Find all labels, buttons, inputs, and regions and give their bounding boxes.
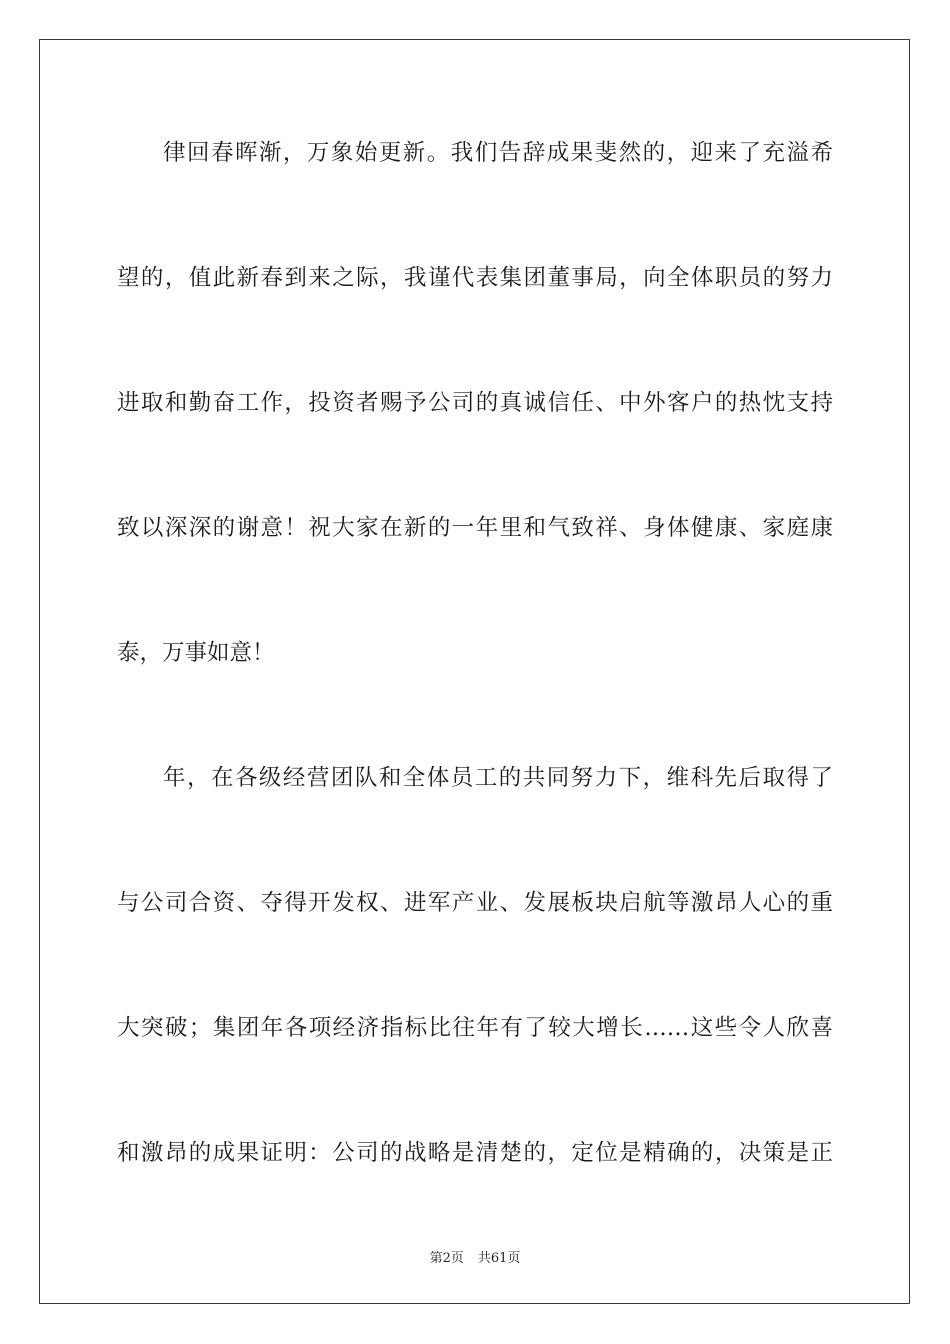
text-line: 年，在各级经营团队和全体员工的共同努力下，维科先后取得了 — [163, 765, 833, 791]
text-line: 致以深深的谢意！祝大家在新的一年里和气致祥、身体健康、家庭康 — [117, 515, 833, 541]
page-footer — [0, 1247, 950, 1266]
text-line: 和激昂的成果证明：公司的战略是清楚的，定位是精确的，决策是正 — [117, 1140, 833, 1166]
text-line: 大突破；集团年各项经济指标比往年有了较大增长……这些令人欣喜 — [117, 1015, 833, 1041]
text-line: 泰，万事如意！ — [117, 640, 275, 666]
page-number: 第2页 — [429, 1251, 464, 1266]
text-line: 进取和勤奋工作，投资者赐予公司的真诚信任、中外客户的热忱支持 — [117, 390, 833, 416]
document-body — [117, 128, 833, 1253]
text-line: 律回春晖渐，万象始更新。我们告辞成果斐然的，迎来了充溢希 — [163, 140, 833, 166]
text-line: 与公司合资、夺得开发权、进军产业、发展板块启航等激昂人心的重 — [117, 890, 833, 916]
paragraph-2 — [117, 753, 833, 1178]
text-line: 望的，值此新春到来之际，我谨代表集团董事局，向全体职员的努力 — [117, 265, 833, 291]
page-total: 共61页 — [477, 1251, 521, 1266]
paragraph-1 — [117, 128, 833, 678]
